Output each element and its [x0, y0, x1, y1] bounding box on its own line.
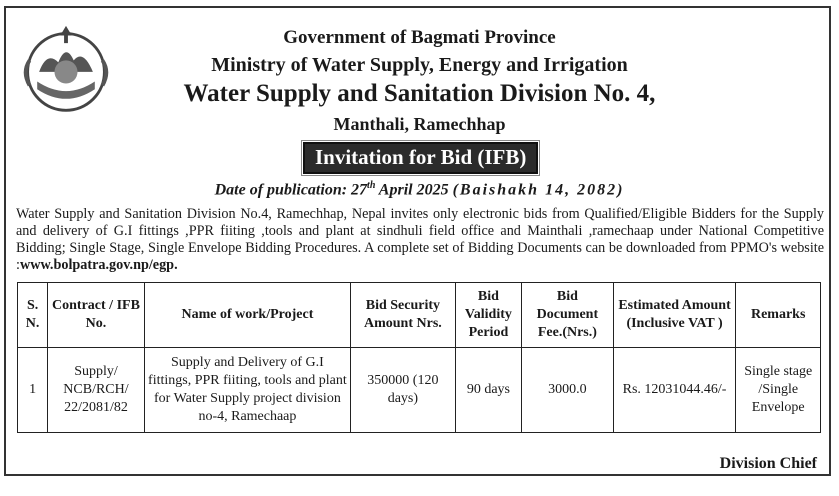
- header-work: Name of work/Project: [144, 283, 350, 348]
- notice-paragraph: [16, 206, 824, 274]
- header-sn: S. N.: [18, 283, 48, 348]
- publication-month-year: April 2025: [378, 181, 449, 199]
- cell-remarks: Single stage /Single Envelope: [736, 348, 821, 433]
- notice-text: Water Supply and Sanitation Division No.4, Ramechhap, Nepal invites only electronic bids from Qualified/Eligible Bidders for the Supply and delivery of G.I fittings ,PPR fiiting ,tools and plant at sindhuli field office and Mainthali ,ramechaap under National Competitive Bidding; Single Stage, Single Envelope Bidding Procedures. A complete set of Bidding Documents can be downloaded from PPMO's website :: [16, 206, 824, 273]
- cell-contract: Supply/ NCB/RCH/ 22/2081/82: [48, 348, 145, 433]
- publication-date: [0, 180, 839, 199]
- website-link[interactable]: www.bolpatra.gov.np/egp.: [19, 257, 178, 273]
- header-fee: Bid Document Fee.(Nrs.): [522, 283, 614, 348]
- cell-validity: 90 days: [455, 348, 521, 433]
- header-estimated: Estimated Amount (Inclusive VAT ): [613, 283, 736, 348]
- table-row: [18, 348, 821, 433]
- location-title: Manthali, Ramechhap: [333, 114, 506, 134]
- bid-table: [17, 282, 821, 433]
- ifb-title-banner: Invitation for Bid (IFB): [303, 142, 538, 174]
- cell-fee: 3000.0: [522, 348, 614, 433]
- header-contract: Contract / IFB No.: [48, 283, 145, 348]
- government-title: Government of Bagmati Province: [283, 27, 556, 48]
- cell-estimated: Rs. 12031044.46/-: [613, 348, 736, 433]
- table-header-row: [18, 283, 821, 348]
- division-title: Water Supply and Sanitation Division No. 4,: [183, 80, 656, 107]
- header-validity: Bid Validity Period: [455, 283, 521, 348]
- publication-day-suffix: th: [367, 180, 376, 191]
- header-remarks: Remarks: [736, 283, 821, 348]
- cell-sn: 1: [18, 348, 48, 433]
- signature-division-chief: Division Chief: [719, 455, 817, 472]
- publication-label: Date of publication:: [214, 181, 348, 199]
- cell-work: Supply and Delivery of G.I fittings, PPR fiiting, tools and plant for Water Supply project division no-4, Ramechaap: [144, 348, 350, 433]
- publication-day: 27: [351, 181, 368, 199]
- publication-bs-date: (Baishakh 14, 2082): [452, 181, 625, 199]
- ministry-title: Ministry of Water Supply, Energy and Irrigation: [211, 54, 628, 76]
- cell-security: 350000 (120 days): [351, 348, 456, 433]
- header-security: Bid Security Amount Nrs.: [351, 283, 456, 348]
